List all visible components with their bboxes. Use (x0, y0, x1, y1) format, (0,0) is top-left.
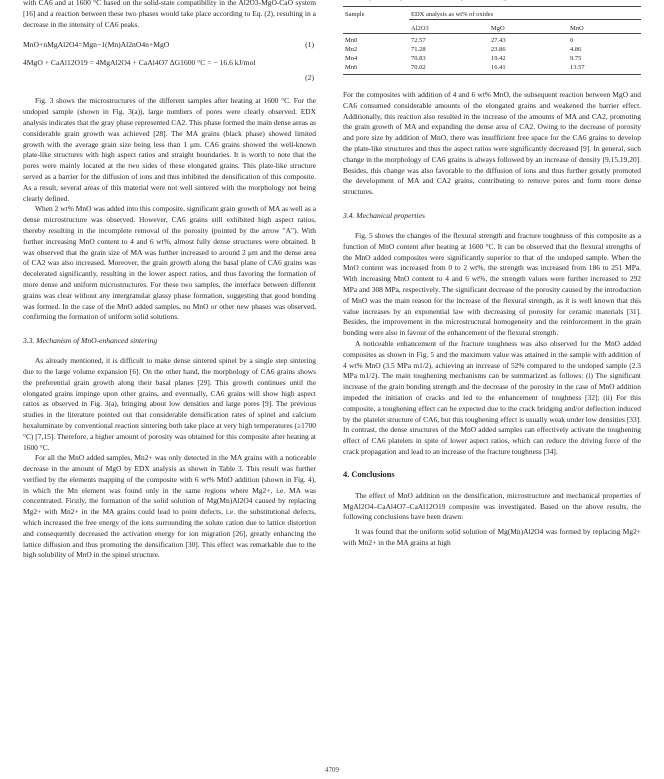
paragraph-conclusions-intro: The effect of MnO addition on the densification, microstructure and mechanical properties of MgAl2O4–CaAl4O7–CaAl12O19 composite was investigated. Based on the above results, the following conclusions have been drawn: (343, 490, 641, 522)
table-cell: 13.57 (570, 64, 585, 71)
paragraph-conclusions-first: It was found that the uniform solid solution of Mg(Mn)Al2O4 was formed by replacing Mg2+ with Mn2+ in the MA grains at high (343, 527, 641, 547)
edx-table (343, 6, 641, 75)
table-cell: 23.86 (491, 46, 506, 53)
table-subheader-mgo: MgO (491, 25, 505, 32)
table-cell: Mn6 (345, 64, 358, 71)
table-cell: Mn4 (345, 55, 358, 62)
table-cell: 70.02 (411, 64, 426, 71)
section-heading-conclusions: 4. Conclusions (343, 469, 395, 479)
equation-2-text: 4MgO + CaAl12O19 = 4MgAl2O4 + CaAl4O7 ΔG1600 °C = − 16.6 kJ/mol (23, 58, 256, 68)
table-subheader-al2o3: Al2O3 (411, 25, 429, 32)
table-header-group: EDX analysis as wt% of oxides (409, 7, 641, 20)
left-column (23, 0, 316, 561)
section-heading-3-3: 3.3. Mechanism of MnO-enhanced sintering (23, 336, 158, 346)
paragraph-sintering: As already mentioned, it is difficult to make dense sintered spinel by a single step sintering due to the large volume expansion [6]. On the other hand, the morphology of CA6 grains shows the preferential grain growth along their basal planes [29]. This growth continues until the elongated grains impinge upon other grains, and eventually, CA6 grains will show high aspect ratios as observed in Fig. 3(a), bringing about low densities and large pores [9]. The previous studies in the literature pointed out that considerable densification rates of spinel and calcium hexaluminate by conventional reaction sintering both take place at very high temperatures (≥1700 °C) [7,15]. Therefore, a higher amount of porosity was obtained for this composite after heating at 1600 °C. (23, 356, 316, 452)
right-column (343, 0, 641, 549)
paragraph-mno-addition: When 2 wt% MnO was added into this composite, significant grain growth of MA as well as a dense microstructure was observed. However, CA6 grains still exhibited high aspect ratios, thereby resulting in the incomplete removal of the porosity (pointed by the arrow "A"). With further increasing MnO content to 4 and 6 wt%, almost fully dense structures were obtained. It was observed that the grain size of MA was further increased to around 2 μm and the dense area of CA2 was also increased. Moreover, the grain growth along the basal plane of CA6 grains was decelerated significantly, resulting in the lower aspect ratios, and thus favoring the formation of more dense and uniform microstructures. For these two samples, the interface between different grains was clear without any intergranular glassy phase formation, suggesting that good bonding was formed. In the case of the MnO added samples, no MnO or other new phases was observed, confirming the formation of uniform solid solutions. (23, 204, 316, 322)
table-cell: 4.86 (570, 46, 582, 53)
table-cell: Mn2 (345, 46, 358, 53)
table-cell: 16.41 (491, 64, 506, 71)
section-heading-3-4: 3.4. Mechanical properties (343, 210, 425, 220)
equation-1-number: (1) (305, 40, 314, 50)
paragraph-flexural-strength: Fig. 5 shows the changes of the flexural strength and fracture toughness of this composite as a function of MnO content after heating at 1600 °C. It can be observed that the flexural strengths of the MnO added composites were significantly superior to that of the undoped sample. When the MnO content was increased from 0 to 2 wt%, the strength was increased from 186 to 251 MPa. With increasing MnO content to 4 and 6 wt%, the strength values were further increased to 292 MPa and 308 MPa, respectively. The significant decrease of the porosity caused by the introduction of MnO was the main reason for the increase of the flexural strength, as it is well known that this value increases by an exponential law with decreasing of porosity for ceramic materials [31]. Besides, the improvement in the microstructural homogeneity and the reinforcement in the grain bonding were also in favour of the enhancement of the flexural strength. (343, 230, 641, 338)
page-number: 4709 (325, 766, 339, 774)
equation-2 (23, 57, 316, 68)
paragraph-mn-detection: For all the MnO added samples, Mn2+ was only detected in the MA grains with a noticeable decrease in the amount of MgO by EDX analysis as shown in Table 3. This result was further verified by the elements mapping of the composite with 6 wt% MnO addition (shown in Fig. 4), in which the Mn element was found only in the same regions where Mg2+, i.e. MA was concentrated. Firstly, the formation of the solid solution of Mg(Mn)Al2O4 caused by replacing Mg2+ with Mn2+ in the MA grains could lead to point defects, i.e. the substitutional defects, which increased the free energy of the ions surrounding the solute cation due to lattice distortion and consequently decreased the activation energy for ion migration [26], greatly enhancing the lattice diffusion and thus promoting the densification [30]. This effect was remarkable due to the high solubility of MnO in the spinel structure. (23, 453, 316, 560)
equation-2-number: (2) (305, 73, 314, 83)
paragraph-composites: For the composites with addition of 4 and 6 wt% MnO, the subsequent reaction between MgO and CA6 consumed considerable amounts of the elongated grains and weakened the barrier effect. Additionally, this reaction also resulted in the increase of the amounts of MA and CA2, promoting the grain growth of MA and expanding the dense area of CA2. Owing to the decrease of porosity and pore size by addition of MnO, there was insufficient free space for the CA6 grains to develop the plate-like structures and thus the aspect ratios were significantly decreased [9]. In general, such change in the morphology of CA6 grains is always followed by an increase of density [9,15,19,20]. Besides, this change was also favorable to the diffusion of ions and thus further greatly promoted the development of MA and CA2 grains, contributing to remove pores and form more dense structures. (343, 90, 641, 197)
table-header-sample: Sample (345, 11, 365, 18)
table-subheader-mno: MnO (570, 25, 584, 32)
equation-1-text: MnO+nMgAl2O4=Mgn−1(Mn)Al2nO4n+MgO (23, 40, 170, 50)
table-cell: 70.83 (411, 55, 426, 62)
table-cell: 19.42 (491, 55, 506, 62)
table-caption (343, 0, 641, 2)
table-cell: Mn0 (345, 37, 358, 44)
paragraph-microstructure: Fig. 3 shows the microstructures of the different samples after heating at 1600 °C. For the undoped sample (shown in Fig. 3(a)), large numbers of pores were clearly observed. EDX analysis indicates that the gray phase represented CA2. This phase formed the main dense areas as considerable grain growth was achieved [28]. The MA grains (black phase) showed limited growth with the average grain size being less than 1 μm. CA6 grains showed the well-known plate-like structures with high aspect ratios and straight boundaries. It is worth to note that the pores were mainly located at the two sides of these elongated grains. This plate-like structure served as a barrier for the diffusion of ions and thus inhibited the densification of this composite. As a result, several areas of this material were not well sintered with the morphology not being clearly defined. (23, 96, 316, 203)
equation-2-number-row (23, 72, 316, 83)
table-cell: 0 (570, 37, 574, 44)
table-cell: 27.43 (491, 37, 506, 44)
paragraph-fracture-toughness: A noticeable enhancement of the fracture toughness was also observed for the MnO added composites as shown in Fig. 5 and the maximum value was attained in the sample with addition of 4 wt% MnO (3.5 MPa m1/2), achieving an increase of 52% compared to the undoped sample (2.3 MPa m1/2). The main toughening mechanisms can be summarized as follows: (i) The significant increase of the grain bonding strength and the decrease of the porosity in the case of MnO addition impeded the initiation of cracks and led to the enhancement of toughness [32]; (ii) For this composite, a toughening effect can be expected due to the crack bridging and/or deflection induced by the platelet structure of CA6, but this toughening effect is usually weak under low densities [33]. In contrast, the dense structures of the MnO added samples can effectively activate the toughening effect of CA6 platelets in spite of lower aspect ratios, which can reduce the driving force of the crack propagation and lead to an increase of the fracture toughness [34]. (343, 338, 641, 456)
equation-1 (23, 39, 316, 50)
table-cell: 71.28 (411, 46, 426, 53)
table-cell: 9.75 (570, 55, 582, 62)
table-cell: 72.57 (411, 37, 426, 44)
paragraph-continued: with CA6 and at 1600 °C based on the solid-state compatibility in the Al2O3-MgO-CaO system [16] and a reaction between these two phases would take place according to Eq. (2), resulting in a decrease in the intensity of CA6 peaks. (23, 0, 316, 29)
